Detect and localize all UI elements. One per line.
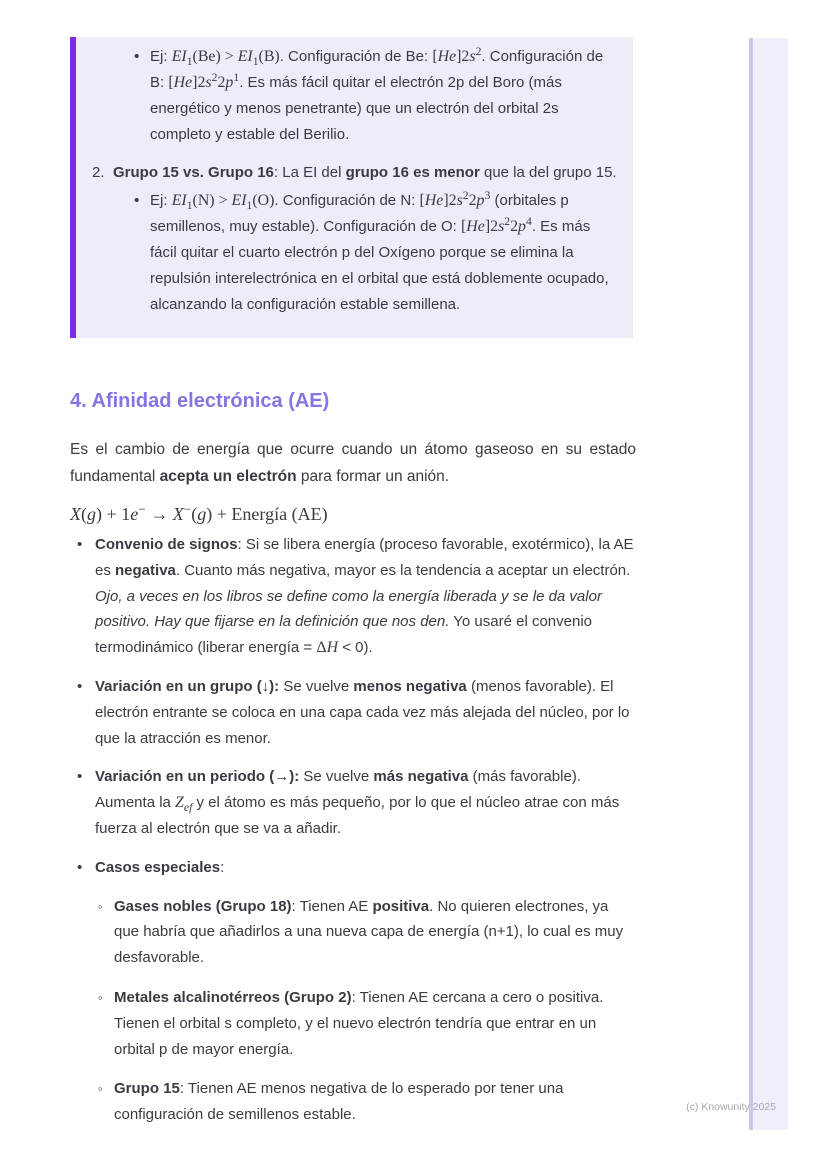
list-item-casos-especiales [70, 855, 637, 1128]
next-page-edge [749, 38, 788, 1130]
callout-sub-bullet-n-o [134, 188, 619, 318]
bullet-list [70, 532, 637, 1141]
list-item-variacion-periodo [70, 764, 637, 841]
bullet-marker: • [134, 192, 140, 209]
list-item-convenio [70, 532, 637, 661]
bullet-marker: • [134, 48, 140, 65]
sub-item-gases-nobles [98, 894, 637, 971]
list-item-casos-especiales-text: Casos especiales: [95, 858, 225, 876]
section-heading: 4. Afinidad electrónica (AE) [70, 390, 330, 412]
sub-item-grupo-15-text: Grupo 15: Tienen AE menos negativa de lo esperado por tener una configuración de semillenos estable. [114, 1080, 564, 1124]
bullet-marker: • [77, 858, 83, 876]
bullet-marker: • [77, 536, 83, 553]
callout-item-2-text: Grupo 15 vs. Grupo 16: La EI del grupo 16 es menor que la del grupo 15. [113, 164, 617, 181]
bullet-marker: • [77, 768, 83, 786]
copyright-watermark: (c) Knowunity 2025 [686, 1101, 776, 1113]
intro-paragraph: Es el cambio de energía que ocurre cuando un átomo gaseoso en su estado fundamental acepta un electrón para formar un anión. [70, 441, 636, 485]
list-item-variacion-grupo [70, 674, 637, 751]
callout-sub-bullet-be-b [134, 44, 619, 148]
list-number: 2. [92, 164, 105, 181]
circle-marker: ◦ [98, 989, 103, 1005]
note-callout [70, 37, 633, 338]
reaction-formula: X(g) + 1e− → X−(g) + Energía (AE) [70, 501, 328, 524]
callout-numbered-item-2 [92, 160, 619, 186]
sub-bullet-list [98, 894, 637, 1128]
circle-marker: ◦ [98, 898, 103, 914]
sub-item-grupo-15 [98, 1076, 637, 1128]
callout-sub-bullet-n-o-text: Ej: $EI_1(N) > EI_1(O)$. Configuración de N: $[He]2s^22p^3$ (orbitales p semillenos, muy estable). Configuración de O: $[He]2s^22p^4$. Es más fácil quitar el cuarto electrón p del Oxígeno porque se elimina la repulsión interelectrónica en el orbital que está doblemente ocupado, alcanzando la configuración estable semillena. [150, 189, 609, 313]
list-item-variacion-periodo-text: Variación en un periodo (→): Se vuelve más negativa (más favorable). Aumenta la $Z_{ef}$ y el átomo es más pequeño, por lo que el núcleo atrae con más fuerza al electrón que se va a añadir. [95, 768, 620, 837]
list-item-variacion-grupo-text: Variación en un grupo (↓): Se vuelve menos negativa (menos favorable). El electrón entrante se coloca en una capa cada vez más alejada del núcleo, por lo que la atracción es menor. [95, 677, 630, 747]
sub-item-alcalinoterreos [98, 985, 637, 1062]
list-item-convenio-text: Convenio de signos: Si se libera energía (proceso favorable, exotérmico), la AE es negativa. Cuanto más negativa, mayor es la tendencia a aceptar un electrón. Ojo, a veces en los libros se define como la energía liberada y se le da valor positivo. Hay que fijarse en la definición que nos den. Yo usaré el convenio termodinámico (liberar energía = ΔH < 0). [95, 536, 634, 657]
bullet-marker: • [77, 677, 83, 695]
list-item-casos-especiales-body [95, 855, 637, 1128]
callout-sub-bullet-be-b-text: Ej: $EI_1(Be) > EI_1(B)$. Configuración de Be: $[He]2s^2$. Configuración de B: $[He]2s^22p^1$. Es más fácil quitar el electrón 2p del Boro (más energético y menos penetrante) que un electrón del orbital 2s completo y estable del Berilio. [150, 45, 604, 143]
circle-marker: ◦ [98, 1081, 103, 1097]
sub-item-gases-nobles-text: Gases nobles (Grupo 18): Tienen AE positiva. No quieren electrones, ya que habría que añadirlos a una nueva capa de energía (n+1), lo cual es muy desfavorable. [114, 897, 624, 967]
sub-item-alcalinoterreos-text: Metales alcalinotérreos (Grupo 2): Tienen AE cercana a cero o positiva. Tienen el orbital s completo, y el nuevo electrón tendría que entrar en un orbital p de mayor energía. [114, 988, 604, 1058]
